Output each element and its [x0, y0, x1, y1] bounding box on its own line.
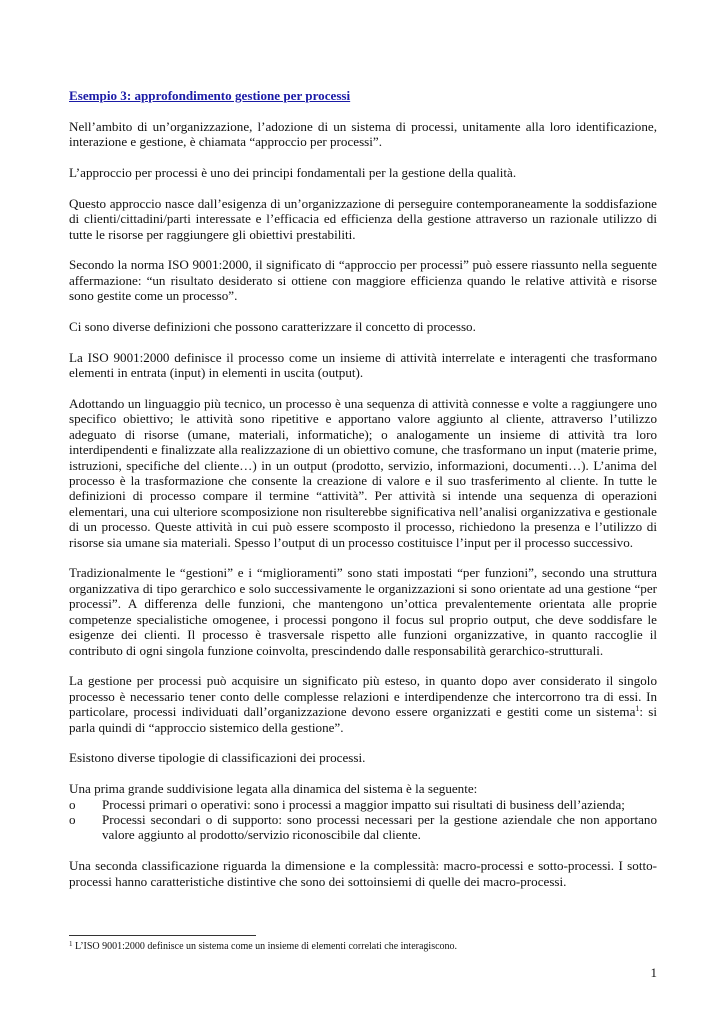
footnote-text: L’ISO 9001:2000 definisce un sistema come un insieme di elementi correlati che interagiscono.	[72, 941, 458, 952]
footnote-marker: 1	[69, 940, 73, 948]
paragraph-10: Esistono diverse tipologie di classificazioni dei processi.	[69, 750, 366, 766]
paragraph-1: Nell’ambito di un’organizzazione, l’adozione di un sistema di processi, unitamente alla loro identificazione, interazione e gestione, è chiamata “approccio per processi”.	[69, 118, 657, 150]
paragraph-5: Ci sono diverse definizioni che possono caratterizzare il concetto di processo.	[69, 319, 476, 335]
paragraph-9	[69, 673, 657, 735]
paragraph-3: Questo approccio nasce dall’esigenza di un’organizzazione di perseguire contemporaneamente la soddisfazione di clienti/cittadini/parti interessate e l’efficacia ed efficienza della gestione attraverso un razionale utilizzo di tutte le risorse per raggiungere gli obiettivi prestabiliti.	[69, 195, 657, 242]
paragraph-2: L’approccio per processi è uno dei principi fondamentali per la gestione della qualità.	[69, 165, 517, 180]
paragraph-7: Adottando un linguaggio più tecnico, un processo è una sequenza di attività connesse e volte a raggiungere uno specifico obiettivo; le attività sono ripetitive e apportano valore aggiunto al cliente, attraverso l’utilizzo adeguato di risorse (umane, materiali, informatiche); o analogamente un insieme di attività tra loro interdipendenti e finalizzate alla realizzazione di un obiettivo comune, che trasformano un input (materie prime, istruzioni, specifiche del cliente…) in un output (prodotto, servizio, informazioni, documenti…). L’anima del processo è la trasformazione che consente la creazione di valore e il suo trasferimento al cliente. In tutte le definizioni di processo compare il termine “attività”. Per attività si intende una sequenza di operazioni elementari, una cui ulteriore scomposizione non risulterebbe significativa nell’analisi organizzativa e gestionale di un processo. Queste attività in cui può essere scomposto il processo, richiedono la presenza e l’utilizzo di risorse sia umane sia materiali. Spesso l’output di un processo costituisce l’input per il processo successivo.	[69, 396, 657, 550]
list-item	[69, 812, 657, 843]
paragraph-12: Una seconda classificazione riguarda la dimensione e la complessità: macro-processi e sotto-processi. I sotto-processi hanno caratteristiche distintive che sono dei sottoinsiemi di quelle dei macro-processi.	[69, 858, 657, 889]
section-title: Esempio 3: approfondimento gestione per processi	[69, 88, 351, 103]
paragraph-8: Tradizionalmente le “gestioni” e i “miglioramenti” sono stati impostati “per funzioni”, secondo una struttura organizzativa di tipo gerarchico e solo successivamente le organizzazioni si sono orientate ad una gestione “per processi”. A differenza delle funzioni, che mantengono un’ottica prevalentemente orientata alle proprie competenze specialistiche omogenee, i processi pongono il focus sul proprio output, che deve soddisfare le esigenze dei clienti. Il processo è trasversale rispetto alle funzioni organizzative, in quanto raccoglie il contributo di ogni singola funzione coinvolta, prescindendo dalle responsabilità gerarchico-strutturali.	[69, 565, 657, 658]
bullet-marker: o	[69, 796, 76, 812]
paragraph-9-text-end: : si parla quindi di “approccio sistemico della gestione”.	[69, 704, 657, 735]
footnote-separator	[69, 935, 256, 936]
paragraph-6: La ISO 9001:2000 definisce il processo come un insieme di attività interrelate e interagenti che trasformano elementi in entrata (input) in elementi in uscita (output).	[69, 349, 657, 381]
paragraph-9-text: La gestione per processi può acquisire un significato più esteso, in quanto dopo aver considerato il singolo processo è necessario tener conto delle complesse relazioni e interdipendenze che intercorrono tra di essi. In particolare, processi individuati dall’organizzazione devono essere organizzati e gestiti come un sistema	[69, 673, 657, 720]
list-item-text: Processi secondari o di supporto: sono processi necessari per la gestione aziendale che non apportano valore aggiunto al prodotto/servizio riconoscibile dal cliente.	[102, 811, 657, 843]
paragraph-11: Una prima grande suddivisione legata alla dinamica del sistema è la seguente:	[69, 781, 478, 797]
footnote	[69, 941, 657, 953]
footnote-reference[interactable]: 1	[635, 704, 640, 714]
document-body	[69, 88, 657, 904]
list-item	[69, 797, 657, 812]
paragraph-4: Secondo la norma ISO 9001:2000, il significato di “approccio per processi” può essere riassunto nella seguente affermazione: “un risultato desiderato si ottiene con maggiore efficienza quando le relative attività e risorse sono gestite come un processo”.	[69, 257, 657, 304]
list-item-text: Processi primari o operativi: sono i processi a maggior impatto sui risultati di business dell’azienda;	[102, 796, 625, 812]
page-number: 1	[650, 965, 657, 980]
process-type-list	[69, 797, 657, 843]
bullet-marker: o	[69, 811, 76, 827]
